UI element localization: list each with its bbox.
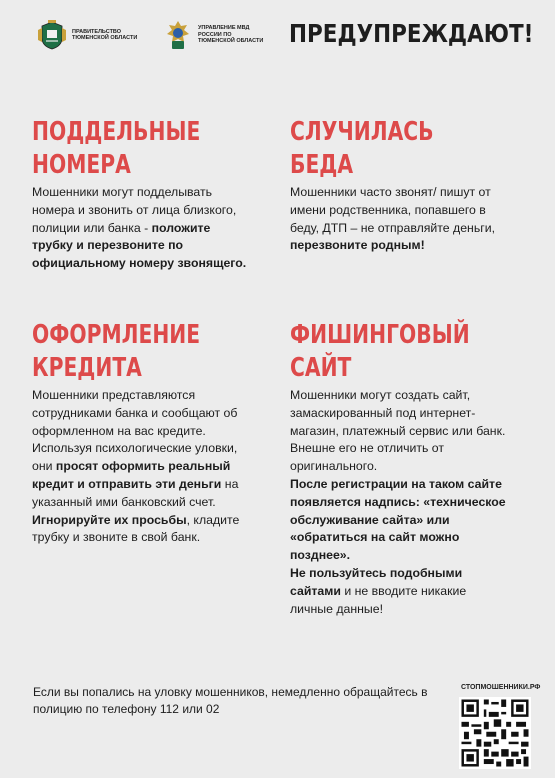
block-text [290, 387, 510, 618]
text-bold: После регистрации на таком сайте появляется надпись: «техническое обслуживание сайта» или «обратиться на сайт можно позднее». [290, 476, 506, 563]
text-plain: Мошенники могут подделывать номера и звонить от лица близкого, полиции или банка - [32, 185, 237, 235]
block-fake-numbers [32, 116, 272, 273]
heading-line: НОМЕРА [32, 150, 131, 180]
text-plain: и не вводите никакие личные данные! [290, 583, 467, 616]
heading-line: САЙТ [290, 353, 352, 383]
block-text [32, 184, 254, 273]
text-bold: положите трубку и перезвоните по официальному номеру звонящего. [32, 220, 247, 271]
block-phishing [290, 319, 530, 618]
website-link[interactable]: СТОПМОШЕННИКИ.РФ [461, 684, 541, 691]
text-bold: Игнорируйте их просьбы [32, 512, 187, 527]
government-logo [38, 20, 142, 50]
qr-code[interactable] [459, 697, 531, 769]
text-plain: на указанный ими банковский счет. [32, 476, 239, 509]
heading-line: БЕДА [290, 150, 354, 180]
coat-of-arms-icon [38, 20, 66, 50]
block-heading [290, 319, 477, 385]
heading-line: СЛУЧИЛАСЬ [290, 117, 434, 147]
text-bold: просят оформить реальный кредит и отправить эти деньги [32, 459, 231, 491]
block-heading [32, 319, 219, 385]
heading-line: ОФОРМЛЕНИЕ [32, 320, 201, 350]
police-logo [164, 20, 268, 50]
police-logo-text: УПРАВЛЕНИЕ МВД РОССИИ ПО ТЮМЕНСКОЙ ОБЛАСТИ [198, 25, 264, 45]
block-text [32, 387, 257, 547]
heading-line: КРЕДИТА [32, 353, 142, 383]
warning-title: ПРЕДУПРЕЖДАЮТ! [289, 19, 534, 48]
text-bold: перезвоните родным! [290, 238, 425, 253]
heading-line: ПОДДЕЛЬНЫЕ [32, 117, 201, 147]
text-plain: Мошенники часто звонят/ пишут от имени родственника, попавшего в беду, ДТП – не отправляйте деньги, [290, 185, 496, 235]
block-trouble [290, 116, 530, 255]
block-heading [32, 116, 219, 182]
block-credit [32, 319, 272, 547]
block-text [290, 184, 505, 255]
text-plain: , кладите трубку и звоните в свой банк. [32, 512, 240, 545]
block-heading [290, 116, 477, 182]
footer-text: Если вы попались на уловку мошенников, немедленно обращайтесь в полицию по телефону 112 или 02 [33, 685, 428, 716]
police-emblem-icon [164, 20, 192, 50]
text-plain: Мошенники могут создать сайт, замаскированный под интернет-магазин, платежный сервис или банк. Внешне его не отличить от оригинального. [290, 388, 506, 474]
text-bold: Не пользуйтесь подобными сайтами [290, 565, 463, 598]
heading-line: ФИШИНГОВЫЙ [290, 320, 470, 350]
text-plain: Мошенники представляются сотрудниками банка и сообщают об оформленном на вас кредите. Используя психологические уловки, они [32, 388, 238, 474]
government-logo-text: ПРАВИТЕЛЬСТВО ТЮМЕНСКОЙ ОБЛАСТИ [72, 28, 138, 41]
